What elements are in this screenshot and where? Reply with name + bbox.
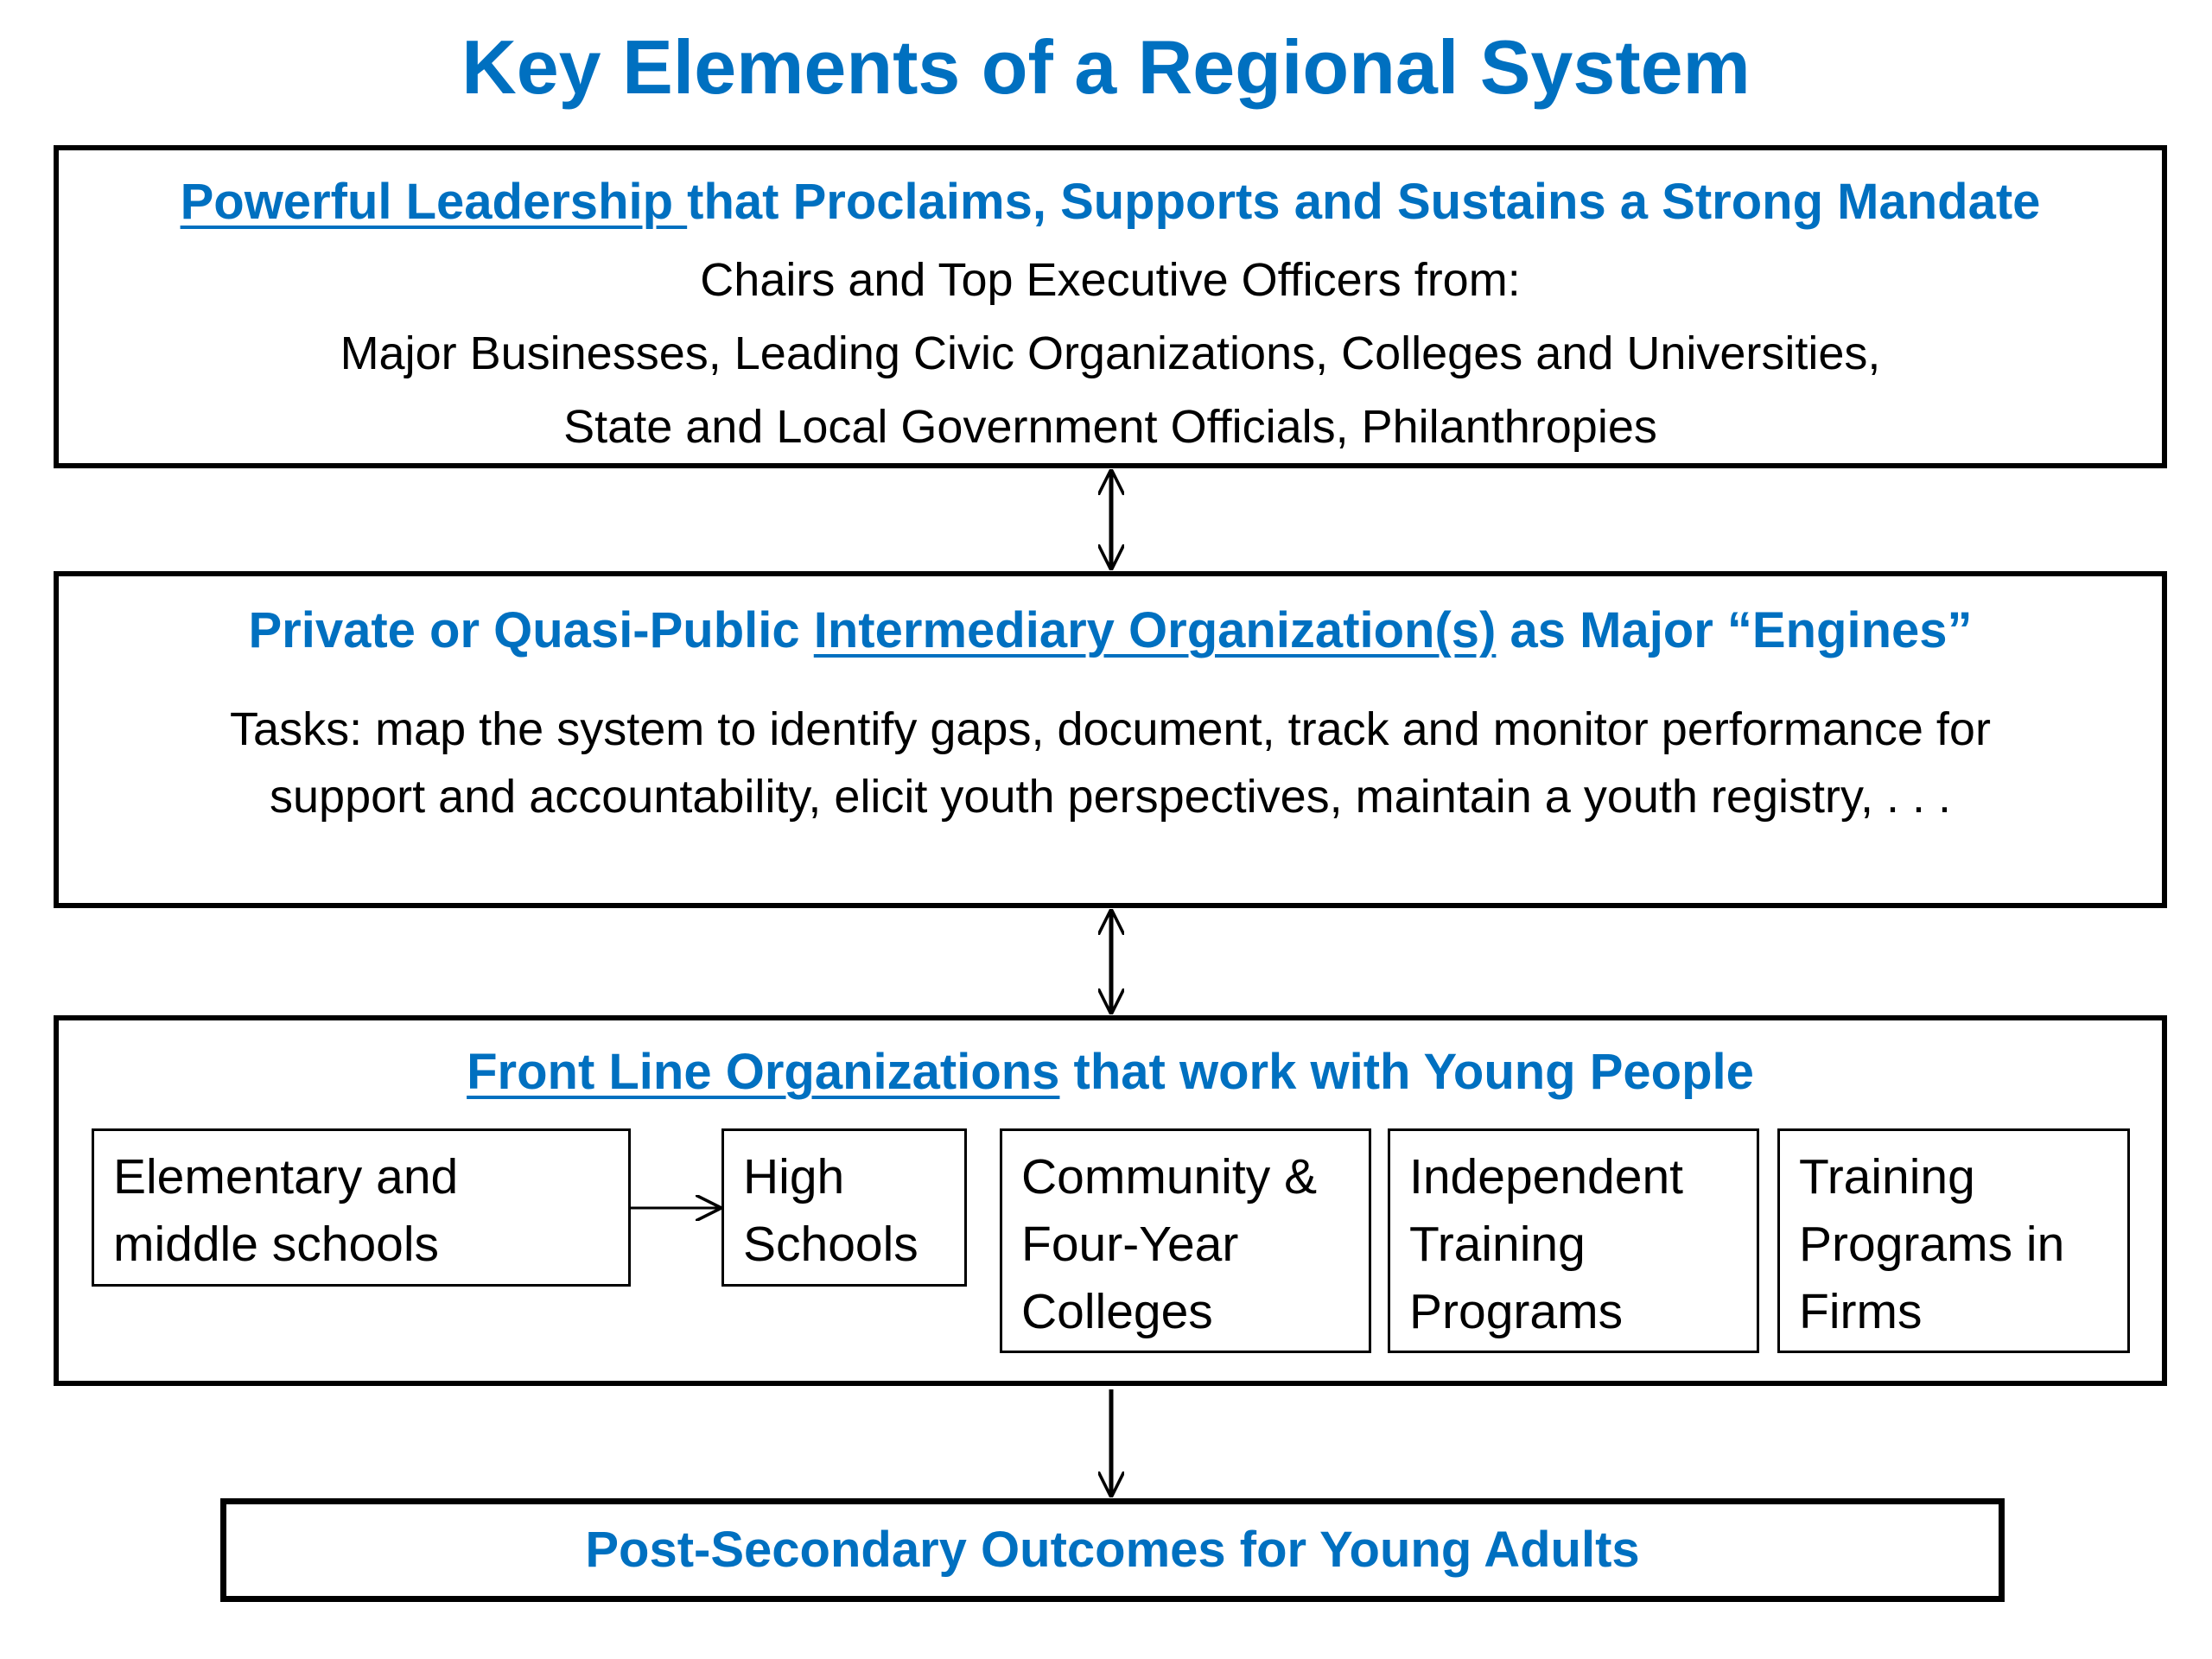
outcomes-label: Post-Secondary Outcomes for Young Adults	[585, 1522, 1640, 1578]
org-line: Independent	[1409, 1149, 1683, 1205]
leadership-line-3: State and Local Government Officials, Philanthropies	[563, 401, 1657, 453]
leadership-line-2: Major Businesses, Leading Civic Organizations, Colleges and Universities,	[340, 327, 1881, 379]
org-line: Programs in	[1799, 1217, 2065, 1272]
org-line: Firms	[1799, 1284, 1923, 1339]
frontline-heading-rest: that work with Young People	[1059, 1044, 1754, 1100]
intermediary-heading-post: as Major “Engines”	[1496, 602, 1973, 658]
leadership-heading-underlined: Powerful Leadership	[180, 174, 688, 230]
org-line: Community &	[1021, 1149, 1318, 1205]
org-line: Training	[1799, 1149, 1975, 1205]
org-line: Elementary and	[113, 1149, 459, 1205]
intermediary-heading-pre: Private or Quasi-Public	[248, 602, 814, 658]
intermediary-heading-underlined: Intermediary Organization(s)	[813, 602, 1497, 658]
org-line: Training	[1409, 1217, 1586, 1272]
org-line: Four-Year	[1021, 1217, 1239, 1272]
leadership-heading-rest: that Proclaims, Supports and Sustains a Strong Mandate	[687, 174, 2041, 230]
intermediary-line-2: support and accountability, elicit youth perspectives, maintain a youth registry, . . .	[270, 771, 1951, 823]
diagram-title: Key Elements of a Regional System	[461, 24, 1751, 110]
leadership-line-1: Chairs and Top Executive Officers from:	[700, 254, 1521, 306]
frontline-heading-underlined: Front Line Organizations	[467, 1044, 1060, 1100]
org-line: middle schools	[113, 1217, 440, 1272]
org-line: High	[743, 1149, 845, 1205]
org-line: Programs	[1409, 1284, 1624, 1339]
org-line: Colleges	[1021, 1284, 1213, 1339]
intermediary-line-1: Tasks: map the system to identify gaps, document, track and monitor performance for	[230, 703, 1991, 755]
org-line: Schools	[743, 1217, 918, 1272]
